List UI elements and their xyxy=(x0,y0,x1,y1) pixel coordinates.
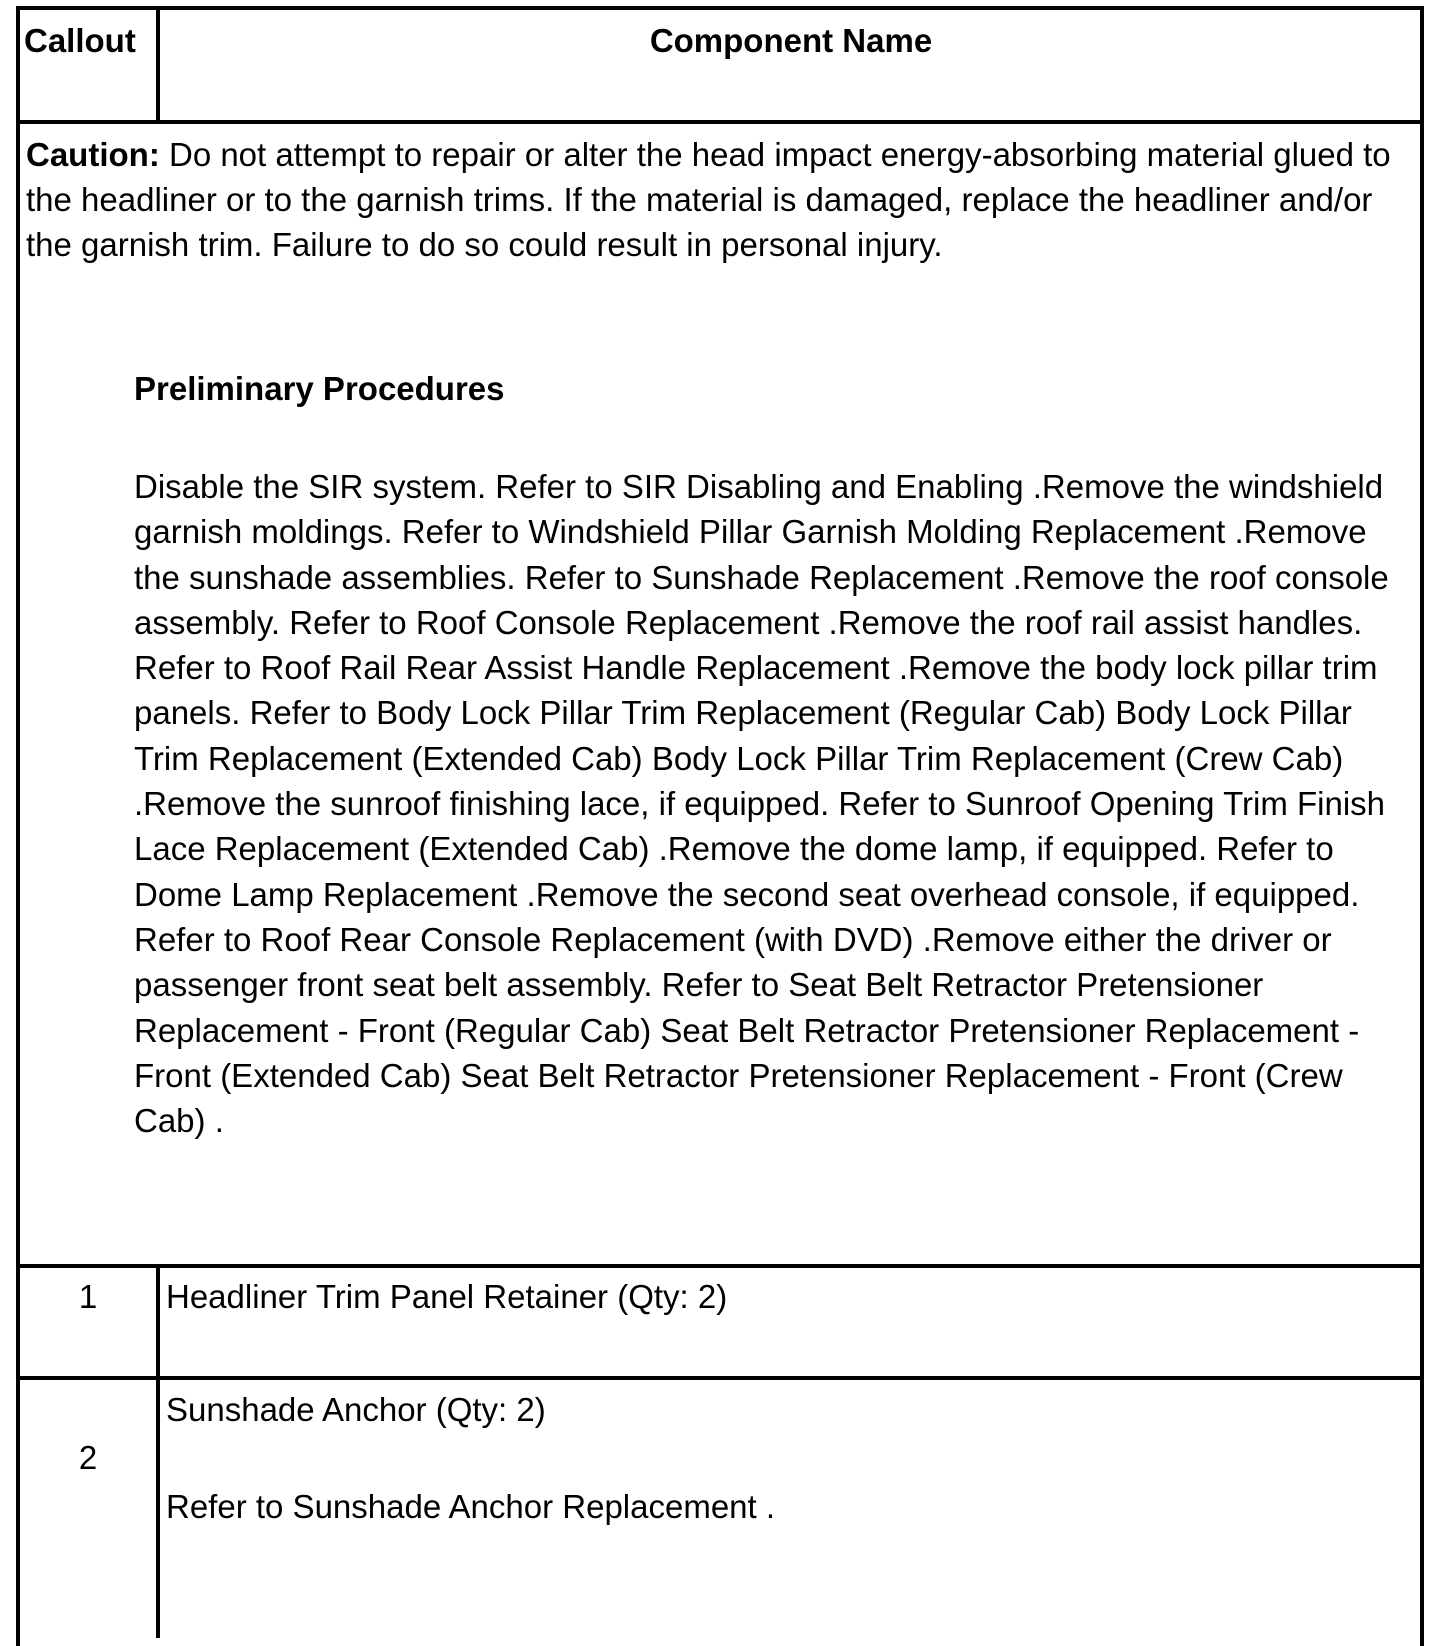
header-bottom-rule xyxy=(20,120,1420,124)
row-component-name: Sunshade Anchor (Qty: 2) xyxy=(166,1391,546,1428)
header-divider xyxy=(156,10,160,122)
component-table xyxy=(16,6,1424,1646)
caution-bottom-rule xyxy=(20,1264,1420,1268)
row-callout: 2 xyxy=(78,1439,98,1476)
preliminary-procedures-body: Disable the SIR system. Refer to SIR Disabling and Enabling .Remove the windshield garnish moldings. Refer to Windshield Pillar Garnish Molding Replacement .Remove the sunshade assemblies. Refer to Sunshade Replacement .Remove the roof console assembly. Refer to Roof Console Replacement .Remove the roof rail assist handles. Refer to Roof Rail Rear Assist Handle Replacement .Remove the body lock pillar trim panels. Refer to Body Lock Pillar Trim Replacement (Regular Cab) Body Lock Pillar Trim Replacement (Extended Cab) Body Lock Pillar Trim Replacement (Crew Cab) .Remove the sunroof finishing lace, if equipped. Refer to Sunroof Opening Trim Finish Lace Replacement (Extended Cab) .Remove the dome lamp, if equipped. Refer to Dome Lamp Replacement .Remove the second seat overhead console, if equipped. Refer to Roof Rear Console Replacement (with DVD) .Remove either the driver or passenger front seat belt assembly. Refer to Seat Belt Retractor Pretensioner Replacement - Front (Regular Cab) Seat Belt Retractor Pretensioner Replacement - Front (Extended Cab) Seat Belt Retractor Pretensioner Replacement - Front (Crew Cab) . xyxy=(134,468,1389,1140)
row-bottom-rule xyxy=(20,1376,1420,1380)
row-component-name: Headliner Trim Panel Retainer (Qty: 2) xyxy=(166,1278,728,1315)
row-callout: 1 xyxy=(78,1278,98,1315)
header-callout: Callout xyxy=(24,22,136,59)
row-divider xyxy=(156,1378,160,1638)
caution-label: Caution: xyxy=(26,136,160,173)
row-divider xyxy=(156,1266,160,1378)
caution-body: Do not attempt to repair or alter the head impact energy-absorbing material glued to the headliner or to the garnish trims. If the material is damaged, replace the headliner and/or the garnish trim. Failure to do so could result in personal injury. xyxy=(26,136,1391,263)
header-component-name: Component Name xyxy=(649,22,933,59)
preliminary-procedures-title: Preliminary Procedures xyxy=(134,370,505,407)
row-note: Refer to Sunshade Anchor Replacement . xyxy=(166,1488,776,1525)
caution-text xyxy=(26,132,1396,267)
